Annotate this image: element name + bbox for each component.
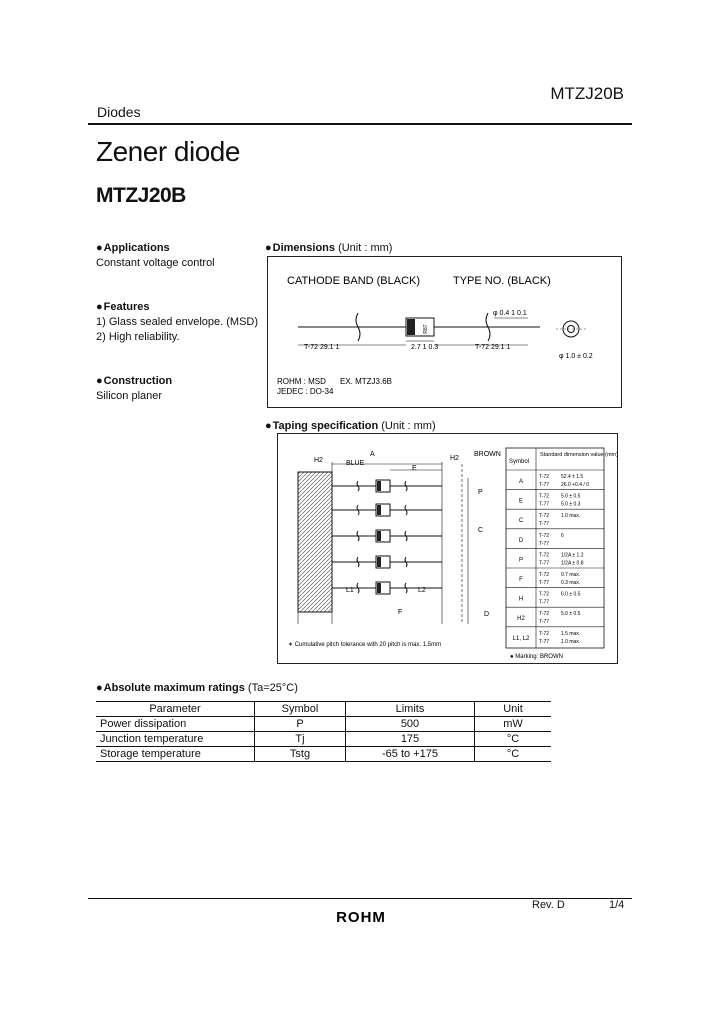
spec-col-symbol: Symbol [509,459,530,465]
spec-sub: T-77 [539,521,550,528]
features-heading: ●Features [96,301,150,313]
diode-band [377,557,381,567]
cell-unit: mW [475,717,552,732]
label-blue: BLUE [346,460,365,467]
spec-sub: T-77 [539,482,550,488]
rohm-logo-mark [331,909,391,925]
diode-band [377,531,381,541]
diode-band [377,481,381,491]
dim-lead-left: T-72 29.1 1 [304,344,340,351]
spec-col-std: Standard dimension value (mm) [540,452,617,458]
dim-body-dia: φ 1.0 ± 0.2 [559,353,593,360]
cell-unit: °C [475,732,552,747]
marking-note: ● Marking: BROWN [510,654,563,660]
rohm-code: ROHM : MSD [277,377,326,386]
col-unit: Unit [475,702,552,717]
rohm-logo [331,909,391,930]
spec-sub: T-72 [539,552,550,559]
features-item: 1) Glass sealed envelope. (MSD) [96,316,259,328]
spec-value: 5.0 ± 0.5 [561,611,581,618]
taped-diodes [332,480,442,594]
spec-table [506,448,617,648]
jedec-code: JEDEC : DO-34 [277,387,334,396]
table-row [96,747,551,762]
cathode-band-label: CATHODE BAND (BLACK) [287,275,421,287]
taping-box [277,433,618,664]
cell-symbol: Tstg [255,747,346,762]
cell-limits: -65 to +175 [346,747,475,762]
spec-sub: T-77 [539,619,550,626]
spec-value: 52.4 ± 1.5 [561,474,584,480]
cathode-band [407,319,415,335]
taping-drawing [278,434,617,663]
label-l2: L2 [418,587,426,594]
label-p: P [478,489,483,496]
taping-footnote: ∗ Cumulative pitch tolerance with 20 pitch is max. 1.5mm [288,642,442,648]
diode-band [377,505,381,515]
spec-value: 1/2A ± 1.2 [561,552,584,559]
taping-heading: ●Taping specification (Unit : mm) [265,420,436,432]
spec-value: 26.0 +0.4 / 0 [561,482,589,488]
spec-value: 1.0 max. [561,513,581,520]
spec-sub: T-72 [539,513,550,520]
dimensions-drawing [268,257,621,407]
spec-sub: T-72 [539,630,550,637]
label-e: E [412,465,417,472]
label-c: C [478,527,484,534]
cell-limits: 500 [346,717,475,732]
cell-unit: °C [475,747,552,762]
spec-value: 1.0 max. [561,638,581,645]
spec-sub: T-72 [539,532,550,539]
dimensions-heading: ●Dimensions (Unit : mm) [265,242,393,254]
spec-sub: T-72 [539,591,550,598]
spec-value: 6.0 ± 0.5 [561,591,581,598]
part-number-heading: MTZJ20B [96,184,186,207]
dim-body-length: 2.7 1 0.3 [411,344,439,351]
spec-sub: T-72 [539,611,550,618]
ratings-heading: ●Absolute maximum ratings (Ta=25°C) [96,682,298,694]
label-a: A [370,451,375,458]
table-row [96,717,551,732]
spec-symbol: P [518,557,524,564]
spec-sub: T-77 [539,580,550,586]
spec-sub: T-72 [539,493,550,500]
spec-value: 5.0 ± 0.5 [561,493,581,500]
spec-value: 1.5 max. [561,630,581,637]
spec-sub: T-77 [539,560,550,567]
spec-sub: T-77 [539,501,550,508]
spec-value: 0.7 max. [561,572,581,578]
spec-symbol: D [518,537,524,544]
spec-symbol: L1, L2 [512,635,530,642]
spec-value: 5.0 ± 0.3 [561,501,581,508]
features-item: 2) High reliability. [96,331,180,343]
construction-heading: ●Construction [96,375,173,387]
label-brown: BROWN [474,451,501,458]
spec-value: 1/2A ± 0.8 [561,560,584,567]
construction-text: Silicon planer [96,390,163,402]
spec-sub: T-72 [539,474,550,480]
spec-sub: T-77 [539,599,550,606]
applications-heading: ●Applications [96,242,170,254]
header-rule [88,123,632,125]
ratings-header-row [96,702,551,717]
spec-sub: T-77 [539,540,550,547]
cell-parameter: Power dissipation [96,717,255,732]
dim-lead-dia: φ 0.4 1 0.1 [493,310,527,317]
type-no-label: TYPE NO. (BLACK) [453,275,551,287]
spec-sub: T-72 [539,572,550,578]
col-limits: Limits [346,702,475,717]
dim-lead-right: T-72 29.1 1 [475,344,511,351]
page-number: 1/4 [609,899,625,911]
cell-symbol: Tj [255,732,346,747]
header-part-number: MTZJ20B [550,84,624,103]
dimensions-box [267,256,622,408]
label-h2-right: H2 [450,455,459,462]
band-text: R87 [423,324,429,334]
label-h2-left: H2 [314,457,323,464]
cell-parameter: Junction temperature [96,732,255,747]
col-parameter: Parameter [96,702,255,717]
page-title: Zener diode [96,136,240,167]
spec-sub: T-77 [539,638,550,645]
svg-text:ROHM: ROHM [336,909,386,925]
spec-symbol: H2 [517,616,525,623]
spec-symbol: A [518,479,524,485]
spec-symbol: F [519,577,523,583]
spec-value: 0.3 max. [561,580,581,586]
cell-parameter: Storage temperature [96,747,255,762]
spec-symbol: E [518,498,524,505]
col-symbol: Symbol [255,702,346,717]
applications-text: Constant voltage control [96,257,215,269]
table-row [96,732,551,747]
cell-limits: 175 [346,732,475,747]
label-f: F [398,609,403,616]
header-category: Diodes [97,104,141,120]
spec-symbol: H [518,596,524,603]
example-marking: EX. MTZJ3.6B [340,377,393,386]
revision: Rev. D [532,899,565,911]
diode-band [377,583,381,593]
label-l1: L1 [346,587,354,594]
tape-strip [298,472,332,612]
cell-symbol: P [255,717,346,732]
ratings-table [96,701,551,762]
label-d: D [484,611,490,618]
spec-value: 6 [561,532,564,539]
spec-symbol: C [518,518,524,525]
